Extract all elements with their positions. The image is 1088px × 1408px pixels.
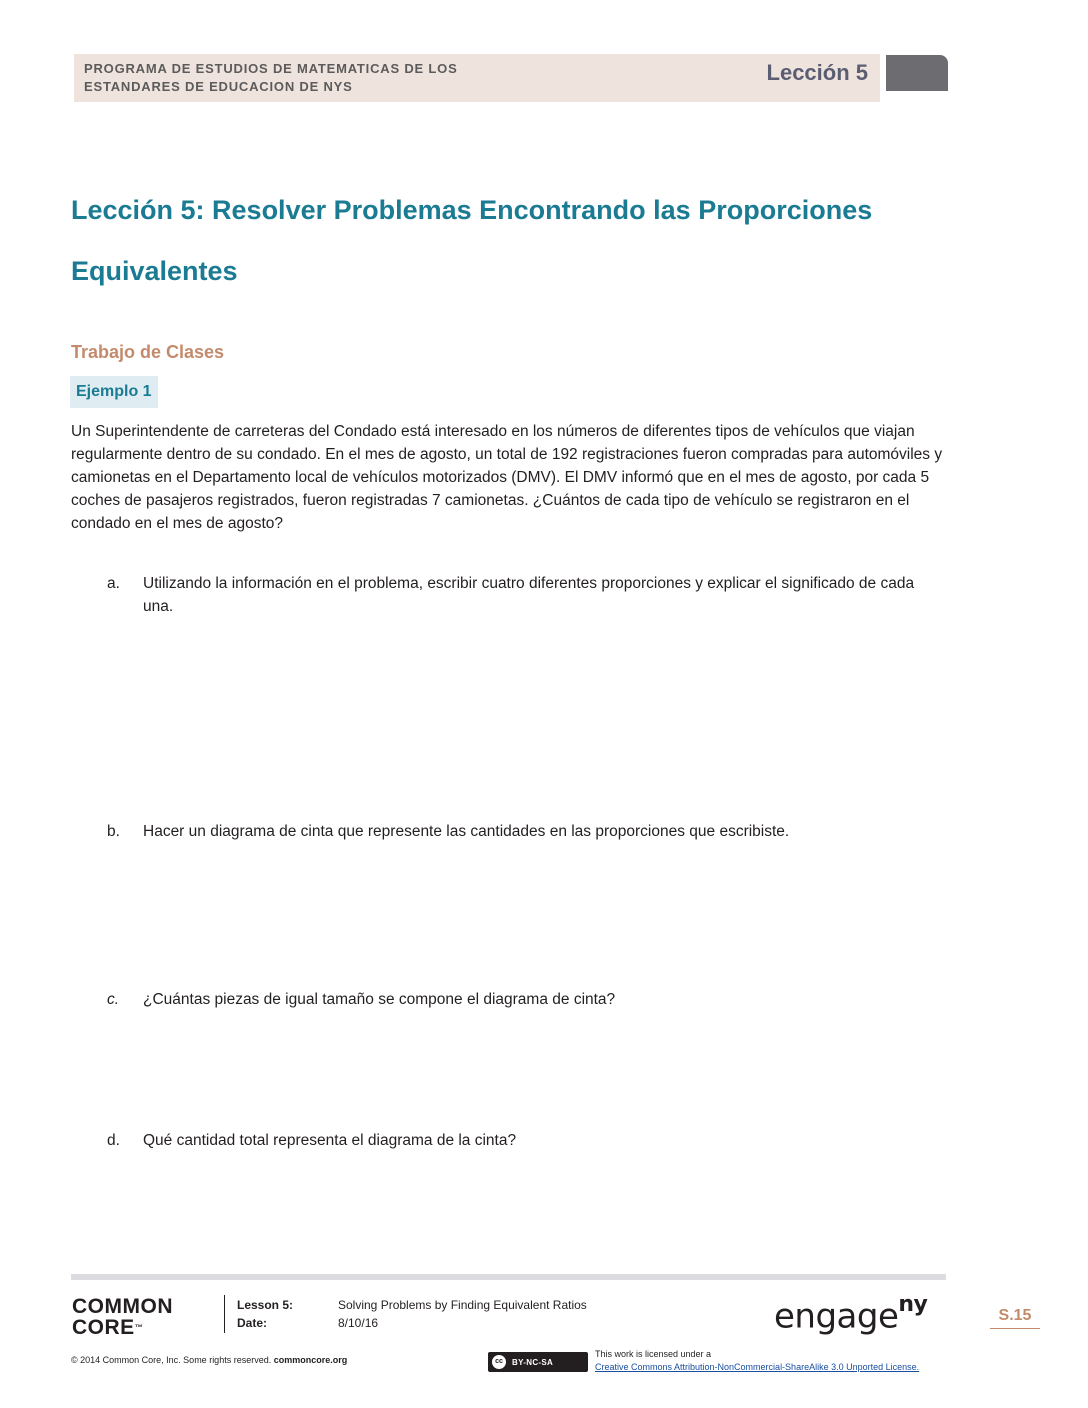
- cc-license-badge[interactable]: [488, 1352, 588, 1372]
- cc-icon: cc: [492, 1355, 506, 1369]
- program-title: [84, 60, 564, 96]
- page-title: [71, 180, 971, 302]
- footer-lesson-value: Solving Problems by Finding Equivalent Ratios: [338, 1298, 587, 1312]
- footer-lesson-label: Lesson 5:: [237, 1298, 294, 1312]
- copyright: [71, 1355, 347, 1365]
- copyright-text: © 2014 Common Core, Inc. Some rights reserved.: [71, 1355, 272, 1365]
- page-title-line1: Lección 5: Resolver Problemas Encontrando las Proporciones: [71, 195, 873, 225]
- logo-line1: COMMON: [72, 1295, 173, 1318]
- item-d-text: Qué cantidad total representa el diagrama de la cinta?: [143, 1132, 517, 1149]
- item-c-letter: c.: [107, 991, 120, 1008]
- item-b-letter: b.: [107, 823, 120, 840]
- engage-text: engage: [774, 1296, 899, 1337]
- header-lesson: Lección 5: [766, 60, 868, 85]
- section-heading: Trabajo de Clases: [71, 342, 225, 362]
- problem-text: Un Superintendente de carreteras del Condado está interesado en los números de diferentes tipos de vehículos que viajan regularmente dentro de su condado. En el mes de agosto, un total de 192 registraciones fueron compradas para automóviles y camionetas en el Departamento local de vehículos motorizados (DMV). El DMV informó que en el mes de agosto, por cada 5 coches de pasajeros registrados, fueron registradas 7 camionetas. ¿Cuántos de cada tipo de vehículo se registraron en el condado en el mes de agosto?: [71, 423, 943, 532]
- footer-divider: [224, 1295, 225, 1333]
- logo-tm: ™: [134, 1323, 144, 1332]
- copyright-site: commoncore.org: [273, 1355, 348, 1365]
- engageny-logo: [774, 1292, 928, 1337]
- item-a-text: Utilizando la información en el problema, escribir cuatro diferentes proporciones y explicar el significado de cada una.: [143, 575, 915, 615]
- license-link[interactable]: Creative Commons Attribution-NonCommercial-ShareAlike 3.0 Unported License.: [595, 1362, 920, 1372]
- item-d-letter: d.: [107, 1132, 120, 1149]
- item-b-text: Hacer un diagrama de cinta que represente las cantidades en las proporciones que escribiste.: [143, 823, 790, 840]
- program-title-line2: ESTANDARES DE EDUCACION DE NYS: [84, 79, 353, 94]
- footer-date-value: 8/10/16: [338, 1316, 379, 1330]
- program-title-line1: PROGRAMA DE ESTUDIOS DE MATEMATICAS DE LOS: [84, 61, 458, 76]
- cc-badge-text: BY-NC-SA: [512, 1357, 554, 1367]
- logo-line2-text: CORE: [72, 1316, 135, 1339]
- header-tab: [886, 55, 948, 91]
- page-title-line2: Equivalentes: [71, 256, 238, 286]
- example-label: Ejemplo 1: [70, 376, 158, 408]
- item-a-letter: a.: [107, 575, 120, 592]
- engage-ny-text: ny: [898, 1292, 928, 1317]
- page-number: S.15: [990, 1307, 1040, 1329]
- common-core-logo: [72, 1296, 173, 1338]
- footer-date-label: Date:: [237, 1316, 268, 1330]
- item-c-text: ¿Cuántas piezas de igual tamaño se compone el diagrama de cinta?: [143, 991, 616, 1008]
- logo-line2: [72, 1317, 173, 1338]
- license-text: This work is licensed under a: [595, 1349, 712, 1359]
- footer-rule: [71, 1274, 946, 1280]
